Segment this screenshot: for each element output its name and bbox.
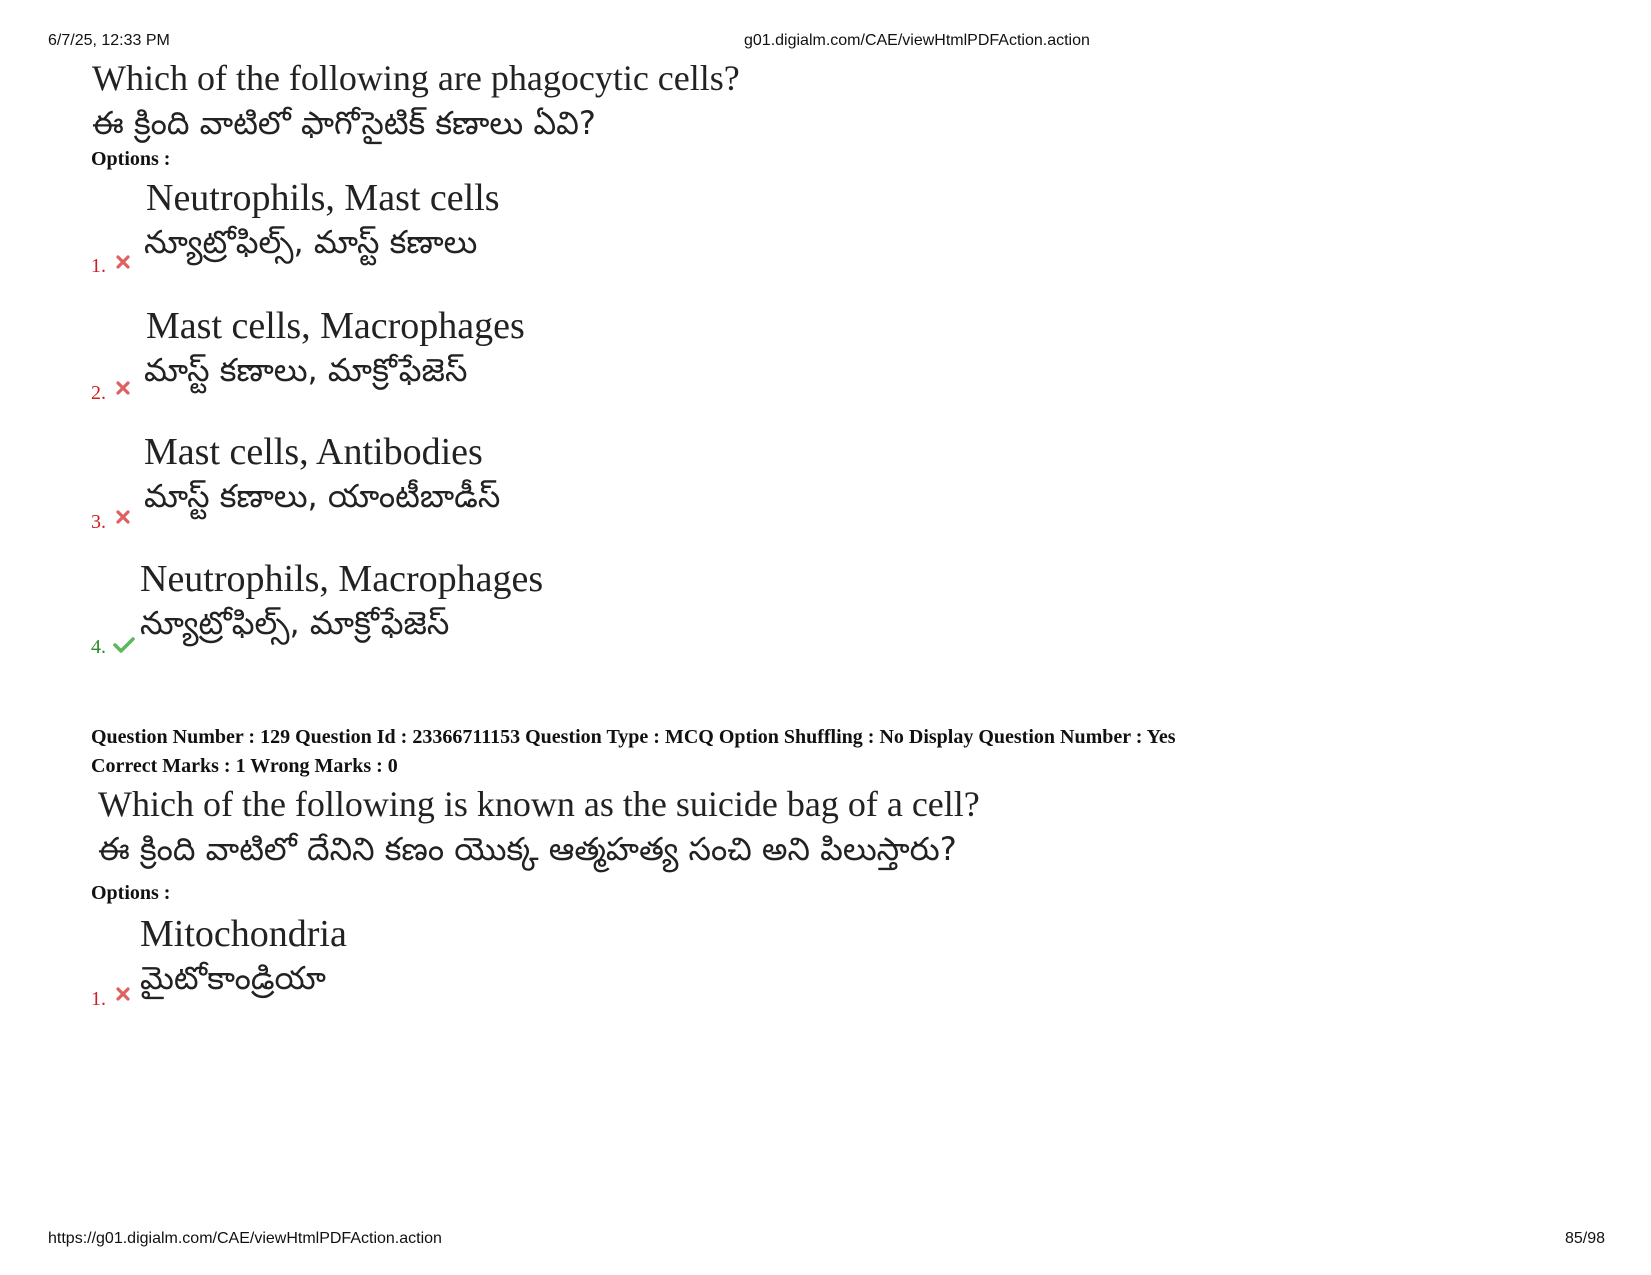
check-icon <box>113 636 135 654</box>
question-b <box>98 782 980 872</box>
option-text-en: Neutrophils, Macrophages <box>140 558 544 600</box>
question-text-en: Which of the following are phagocytic cells? <box>92 58 740 98</box>
option-number: 1. <box>91 255 106 277</box>
page-number: 85/98 <box>1564 1230 1605 1247</box>
question-marks: Correct Marks : 1 Wrong Marks : 0 <box>91 755 398 777</box>
option-text-te: మాస్ట్ కణాలు, యాంటీబాడీస్ <box>144 477 501 515</box>
question-a <box>92 56 740 146</box>
option-number: 4. <box>91 636 106 658</box>
question-meta: Question Number : 129 Question Id : 23366711153 Question Type : MCQ Option Shuffling : No Display Question Number : Yes <box>91 726 1176 748</box>
option-text-en: Mitochondria <box>140 913 347 955</box>
option-text-en: Neutrophils, Mast cells <box>146 177 500 219</box>
options-label: Options : <box>91 882 171 904</box>
question-text-te: ఈ క్రింది వాటిలో దేనిని కణం యొక్క ఆత్మహత్య సంచి అని పిలుస్తారు? <box>98 830 957 868</box>
question-text-en: Which of the following is known as the suicide bag of a cell? <box>98 784 980 824</box>
cross-icon <box>115 986 131 1002</box>
option-text-en: Mast cells, Macrophages <box>146 305 525 347</box>
option-text-en: Mast cells, Antibodies <box>144 431 483 473</box>
cross-icon <box>115 380 131 396</box>
option-text-te: న్యూట్రోఫిల్స్, మాస్ట్ కణాలు <box>144 223 478 261</box>
option-number: 1. <box>91 988 106 1010</box>
option-number: 3. <box>91 511 106 533</box>
option-number: 2. <box>91 382 106 404</box>
print-footer-url: https://g01.digialm.com/CAE/viewHtmlPDFAction.action <box>48 1230 442 1247</box>
option-text-te: న్యూట్రోఫిల్స్, మాక్రోఫేజెస్ <box>140 604 450 642</box>
option-text-te: మాస్ట్ కణాలు, మాక్రోఫేజెస్ <box>144 351 468 389</box>
question-text-te: ఈ క్రింది వాటిలో ఫాగోసైటిక్ కణాలు ఏవి? <box>92 104 596 142</box>
cross-icon <box>115 509 131 525</box>
cross-icon <box>115 254 131 270</box>
option-text-te: మైటోకాండ్రియా <box>140 959 326 997</box>
print-datetime: 6/7/25, 12:33 PM <box>48 32 170 49</box>
options-label: Options : <box>91 148 171 170</box>
print-header-url: g01.digialm.com/CAE/viewHtmlPDFAction.action <box>744 32 1090 49</box>
